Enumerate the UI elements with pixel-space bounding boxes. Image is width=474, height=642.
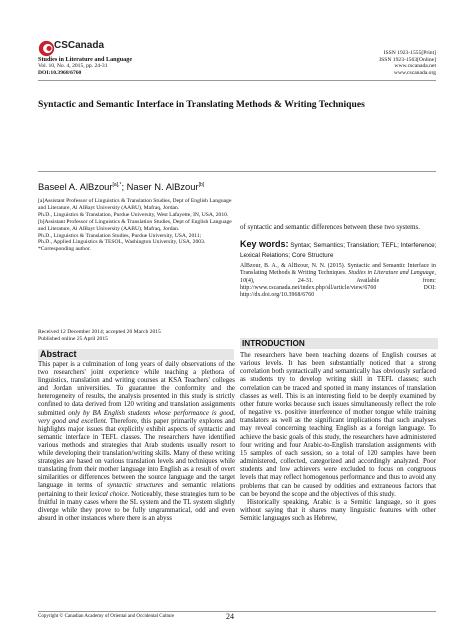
abstract-text: and semantic relations pertaining to their: [38, 482, 235, 498]
received-date: Received 12 December 2014; accepted 20 March 2015: [38, 329, 161, 335]
logo-text: CSCanada: [54, 40, 105, 51]
affiliation-2: Ph.D., Linguistics & Translation, Purdue University, West Lafayette, IN, USA, 2010.: [38, 211, 229, 218]
author-line: [38, 181, 204, 192]
affiliation-1: [a]Assistant Professor of Linguistics & Translation Studies, Dept of English Language and Literature, Al AlBayt University (AABU), Mafraq, Jordan.: [38, 198, 232, 211]
keywords-text: Syntax; Semantics; Translation; TEFL; Interference; Lexical Relations; Core Structure: [240, 242, 437, 259]
abstract-text: Noticeably, these strategies turn to be fruitful in many cases where the SL system and the TL system slightly diverge while they prove to be fully ungrammatical, odd and even absurd in other instances where there is an abyss: [38, 490, 236, 522]
affiliation-3: [b]Assistant Professor of Linguistics & Translation Studies, Dept of English Language and Literature, Al AlBayt University (AABU), Mafraq, Jordan.: [38, 218, 232, 232]
copyright: Copyright © Canadian Academy of Oriental and Occidental Culture: [38, 614, 175, 619]
affiliations: [38, 198, 234, 253]
affiliation-4: Ph.D., Linguistics & Translation Studies, Purdue University, USA, 2011;: [38, 232, 202, 239]
citation-journal: Studies in Literature and Language, 10: [240, 270, 436, 284]
site-link-2[interactable]: www.cscanada.org: [393, 69, 436, 76]
keywords: [240, 240, 438, 260]
introduction-heading: INTRODUCTION: [240, 338, 438, 349]
published-date: Published online 25 April 2015: [38, 335, 108, 342]
citation: [240, 263, 436, 299]
author-2-mark: [b]: [198, 181, 205, 188]
affiliation-5: Ph.D., Applied Linguistics & TESOL, Washington University, USA, 2003.: [38, 239, 206, 246]
cscanada-logo-icon: [38, 40, 55, 57]
author-1-mark: [a],*: [112, 181, 122, 188]
journal-name: Studies in Literature and Language: [38, 56, 133, 63]
footer-divider: [38, 611, 436, 612]
site-link[interactable]: www.cscanada.net: [394, 63, 436, 70]
issn-print: ISSN 1923-1555[Print]: [383, 50, 436, 56]
abstract-text: Therefore, this paper primarily explores and highlights major issues that explicitly exhibit aspects of syntactic and semantic interface in TEFL classes. The researchers have identified various methods and strategies that Arab students usually resort to while developing their translation/writing skills. Many of these writing strategies are based on various translation levels and techniques while translating from their mother language into English as a result of overt similarities or differences between the source language and the target language in terms of: [38, 417, 235, 490]
abstract-body: [38, 361, 235, 523]
introduction-paragraph-2: Historically speaking, Arabic is a Semitic language, so it goes without saying that it shares many linguistic features with other Semitic languages such as Hebrew,: [240, 498, 436, 523]
abstract-emphasis: only by BA English students whose performance is good, very good and excellent.: [38, 409, 236, 425]
introduction-body: [240, 352, 436, 523]
header-divider: [38, 80, 436, 81]
introduction-paragraph-1: The researchers have been teaching dozens of English courses at various levels. It has been substantially noticed that a strong correlation both syntactically and semantically has obviously surfaced as students try to develop writing skill in TEFL classes; such correlation can be traced and spotted in many instances of translation classes as well. This is an interesting field to be deeply examined by other future works because such issues simultaneously reflect the role of negative vs. positive interference of mother tongue while training translators as well as the significant implications that such analyses may reveal concerning teaching English as a foreign language. To achieve the basic goals of this study, the researchers have administered four writing and four Arabic-to-English translation assignments with 15 samples of each session, so a total of 120 samples have been administered, collected, categorized and accordingly analyzed. Poor students and low achievers were excluded to focus on congruous levels that may reflect homogenous performance and thus to avoid any problems that can be caused by oddities and extraneous factors that can be beyond the scope and the objectives of this study.: [240, 352, 436, 498]
title-divider: [38, 171, 436, 172]
issn-block: [236, 50, 436, 76]
journal-doi: DOI:10.3968/6760: [38, 69, 82, 76]
page-number: 24: [226, 612, 234, 621]
abstract-text: This paper is a culmination of long years of daily observations of the two researchers' joint experience while teaching a plethora of linguistics, translation and writing courses at KSA Teachers' colleges and Jordan universities. To guarantee the conformity and the heterogeneity of results, the analysis presented in this study is strictly confined to data derived from 120 writing and translation assignments submitted: [38, 361, 235, 417]
issn-online: ISSN 1923-1563[Online]: [379, 56, 436, 63]
citation-link[interactable]: (4), 24-31. Available from: http://www.cscanada.net/index.php/sll/article/view/6760 DOI: http://dx.doi.org/10.3968/6760: [240, 277, 436, 299]
author-1: Baseel A. AlBzour: [38, 181, 113, 192]
author-2: Naser N. AlBzour: [126, 181, 199, 192]
abstract-emphasis: syntactic structures: [107, 482, 164, 490]
corresponding-author: *Corresponding author.: [38, 246, 91, 253]
dates: [38, 329, 234, 343]
journal-volume-block: [38, 63, 108, 76]
abstract-heading: Abstract: [38, 349, 234, 360]
abstract-continuation: of syntactic and semantic differences between these two systems.: [240, 224, 420, 231]
citation-text: AlBzour, B. A., & AlBzour, N. N. (2015). Syntactic and Semantic Interface in Translating Methods & Writing Techniques.: [240, 263, 436, 277]
keywords-label: Key words:: [240, 239, 289, 249]
journal-volume: Vol. 10, No. 4, 2015, pp. 24-31: [38, 63, 108, 69]
abstract-emphasis: lexical choice.: [89, 490, 130, 498]
author-separator: ;: [121, 181, 127, 192]
paper-title: Syntactic and Semantic Interface in Translating Methods & Writing Techniques: [38, 99, 365, 110]
